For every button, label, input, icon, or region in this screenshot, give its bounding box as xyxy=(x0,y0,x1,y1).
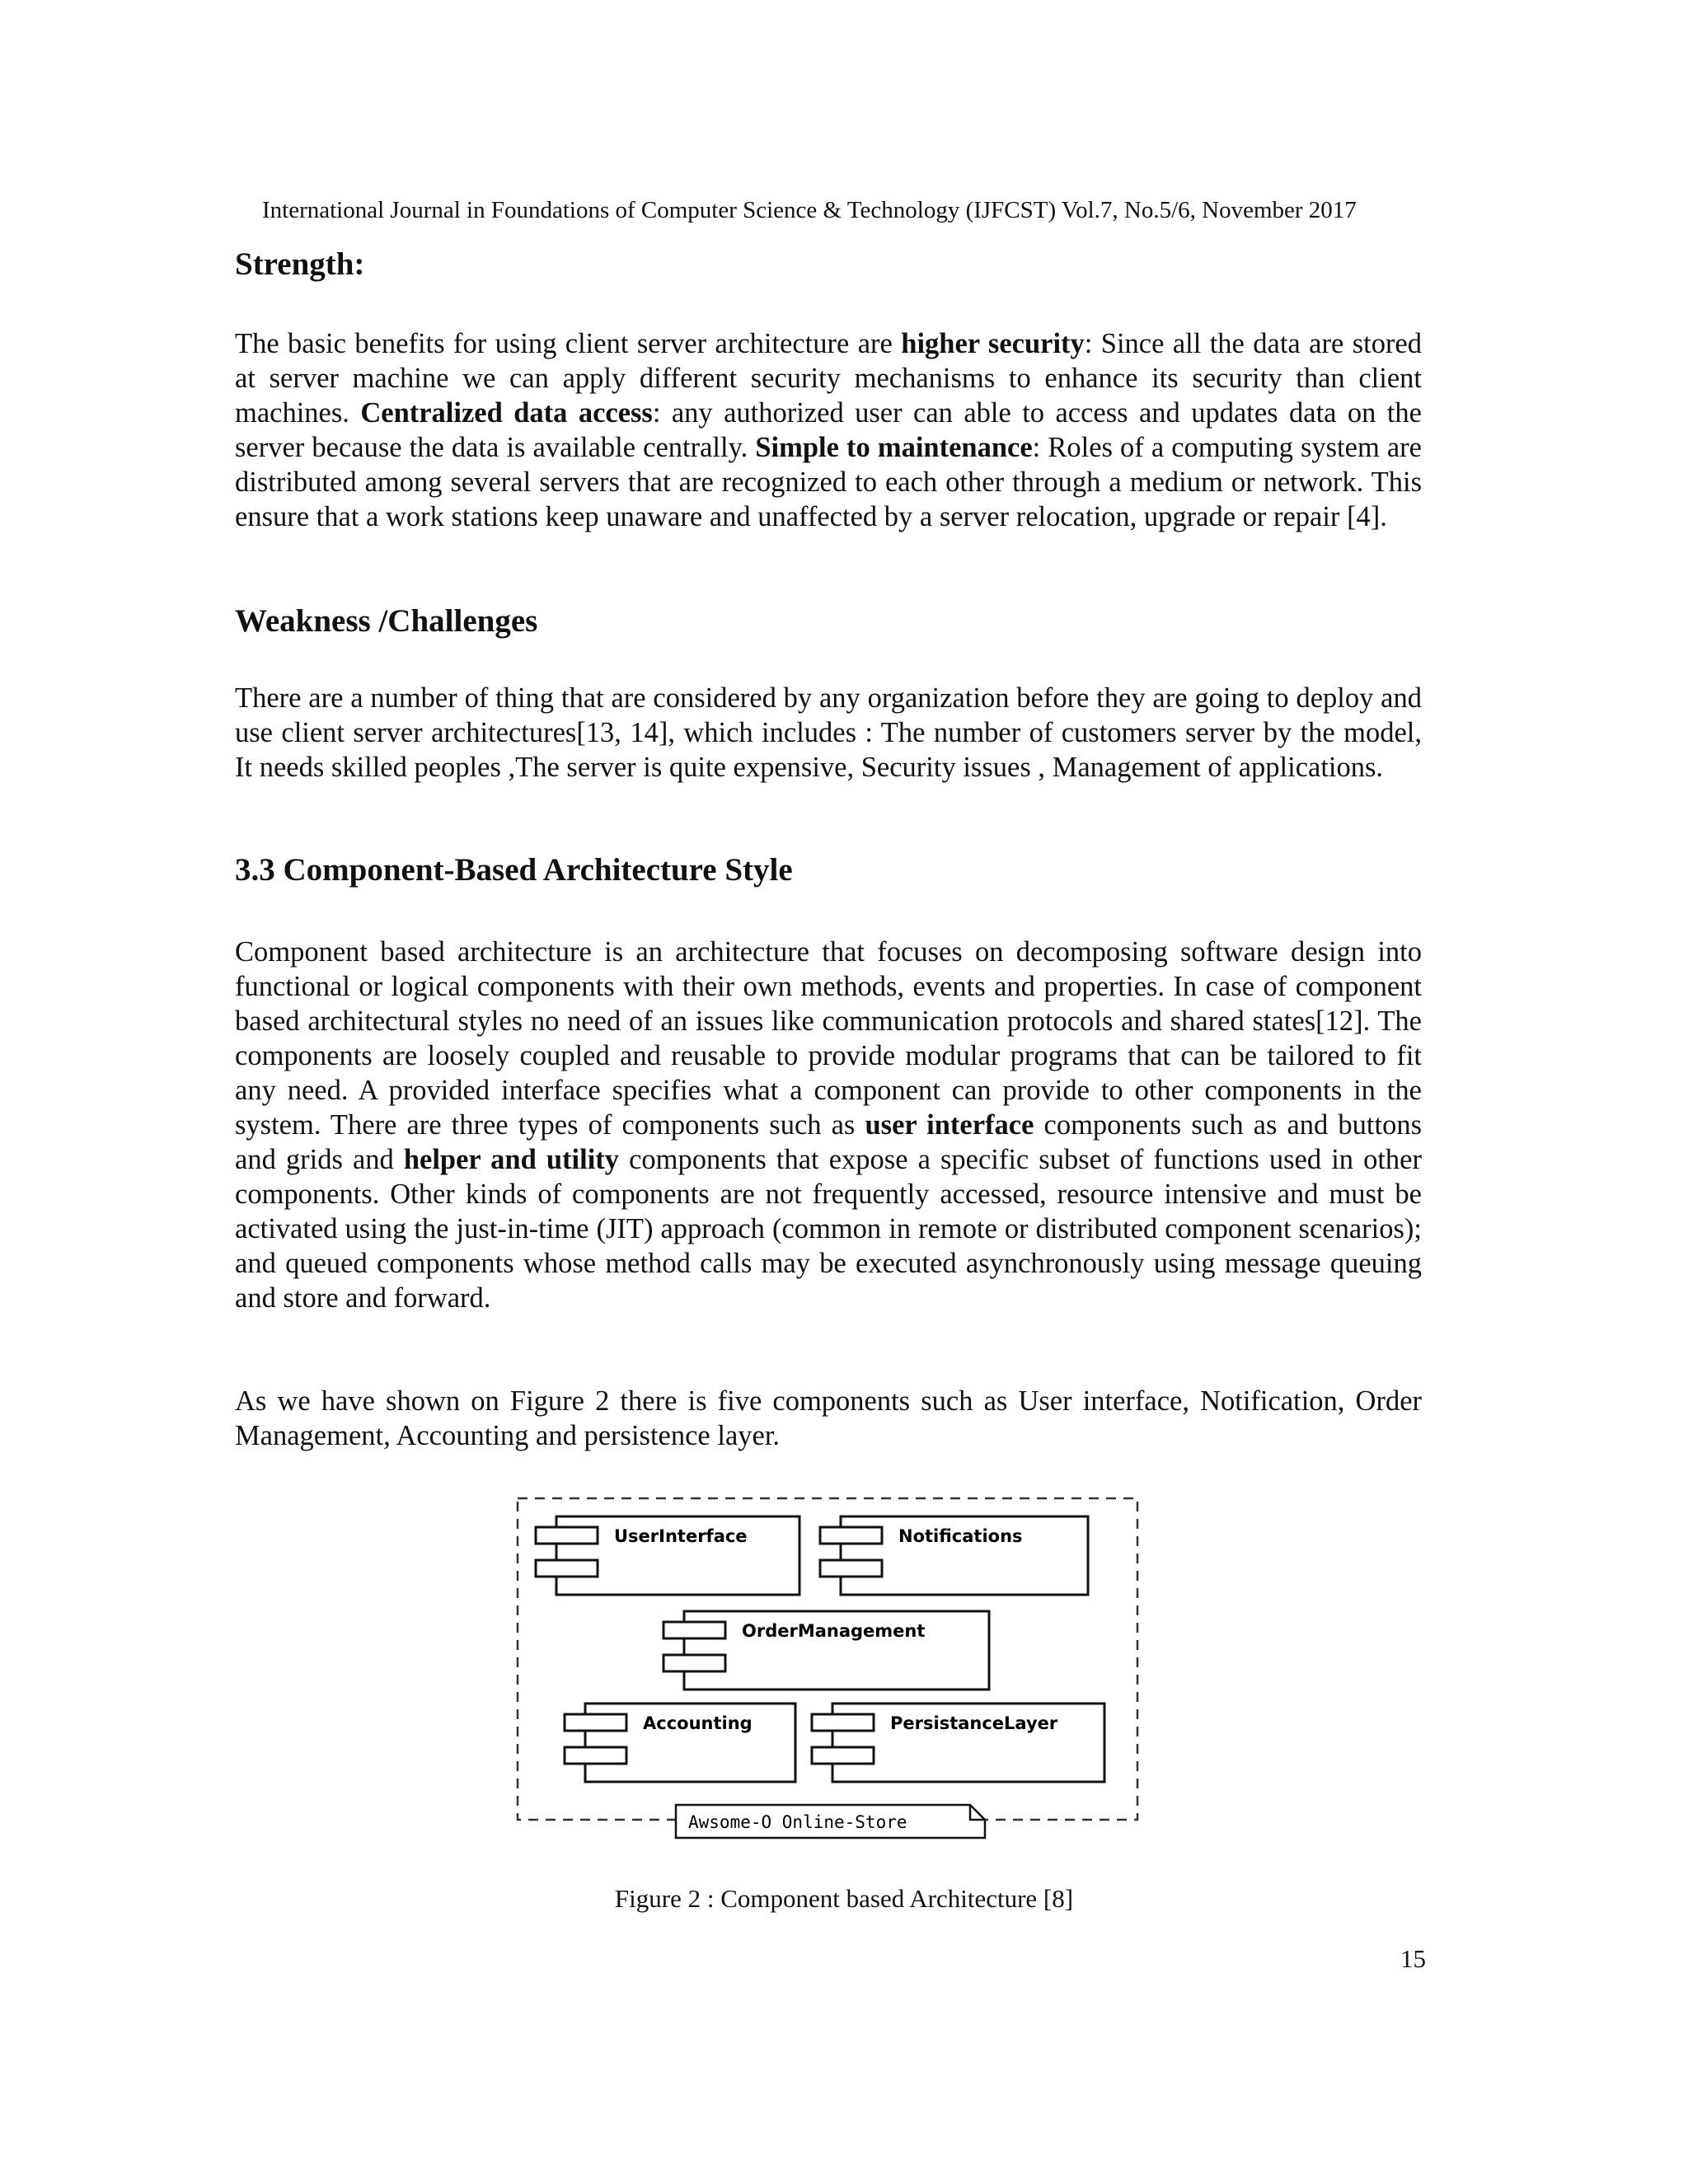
package-note xyxy=(676,1805,985,1838)
component-notifications xyxy=(820,1516,1088,1595)
figure-caption: Figure 2 : Component based Architecture [8] xyxy=(614,1884,1074,1913)
page-number: 15 xyxy=(1400,1944,1426,1973)
bold-term-helper-and-utility: helper and utility xyxy=(403,1144,620,1175)
paragraph-weakness: There are a number of thing that are considered by any organization before they are going to deploy and use client server architectures[13, 14], which includes : The number of customers server by the model, It needs skilled peoples ,The server is quite expensive, Security issues , Management of applications. xyxy=(235,682,1422,783)
component-ordermanagement xyxy=(663,1611,989,1690)
bold-term-simple-to-maintenance: Simple to maintenance xyxy=(755,432,1033,463)
heading-strength: Strength: xyxy=(235,246,365,282)
text-run: : Since all the data are stored at server machine we can apply different security mechanisms to enhance its security than client machines. xyxy=(235,328,1422,429)
heading-component-based: 3.3 Component-Based Architecture Style xyxy=(235,852,793,888)
heading-weakness: Weakness /Challenges xyxy=(235,603,538,639)
text-run: : Roles of a computing system are distributed among several servers that are recognized to each other through a medium or network. This ensure that a work stations keep unaware and unaffected by a server relocation, upgrade or repair [4]. xyxy=(235,432,1422,532)
bold-term-user-interface: user interface xyxy=(865,1109,1034,1141)
component-userinterface xyxy=(536,1516,799,1595)
component-label: Accounting xyxy=(643,1713,753,1733)
bold-term-higher-security: higher security xyxy=(901,328,1085,359)
text-run: : any authorized user can able to access and updates data on the server because the data is available centrally. xyxy=(235,397,1422,463)
component-label: PersistanceLayer xyxy=(890,1713,1058,1733)
package-note-label: Awsome-O Online-Store xyxy=(688,1812,907,1832)
paragraph-strength xyxy=(235,326,1422,534)
component-label: UserInterface xyxy=(614,1526,748,1546)
text-run: components such as and buttons and grids and xyxy=(235,1109,1422,1175)
paragraph-figure-intro: As we have shown on Figure 2 there is five components such as User interface, Notification, Order Management, Accounting and persistence layer. xyxy=(235,1385,1422,1451)
running-header: International Journal in Foundations of Computer Science & Technology (IJFCST) Vol.7, No.5/6, November 2017 xyxy=(262,197,1357,223)
component-label: OrderManagement xyxy=(742,1621,926,1641)
paragraph-component-based xyxy=(235,935,1422,1315)
bold-term-centralized-data-access: Centralized data access xyxy=(360,397,653,429)
component-diagram xyxy=(511,1492,1154,1846)
component-accounting xyxy=(565,1704,795,1782)
text-run: Component based architecture is an architecture that focuses on decomposing software design into functional or logical components with their own methods, events and properties. In case of component based architectural styles no need of an issues like communication protocols and shared states[12]. The components are loosely coupled and reusable to provide modular programs that can be tailored to fit any need. A provided interface specifies what a component can provide to other components in the system. There are three types of components such as xyxy=(235,936,1422,1141)
component-persistancelayer xyxy=(812,1704,1104,1782)
text-run: components that expose a specific subset of functions used in other components. Other kinds of components are not frequently accessed, resource intensive and must be activated using the just-in-time (JIT) approach (common in remote or distributed component scenarios); and queued components whose method calls may be executed asynchronously using message queuing and store and forward. xyxy=(235,1144,1422,1314)
text-run: The basic benefits for using client server architecture are xyxy=(235,328,902,359)
component-label: Notifications xyxy=(898,1526,1023,1546)
